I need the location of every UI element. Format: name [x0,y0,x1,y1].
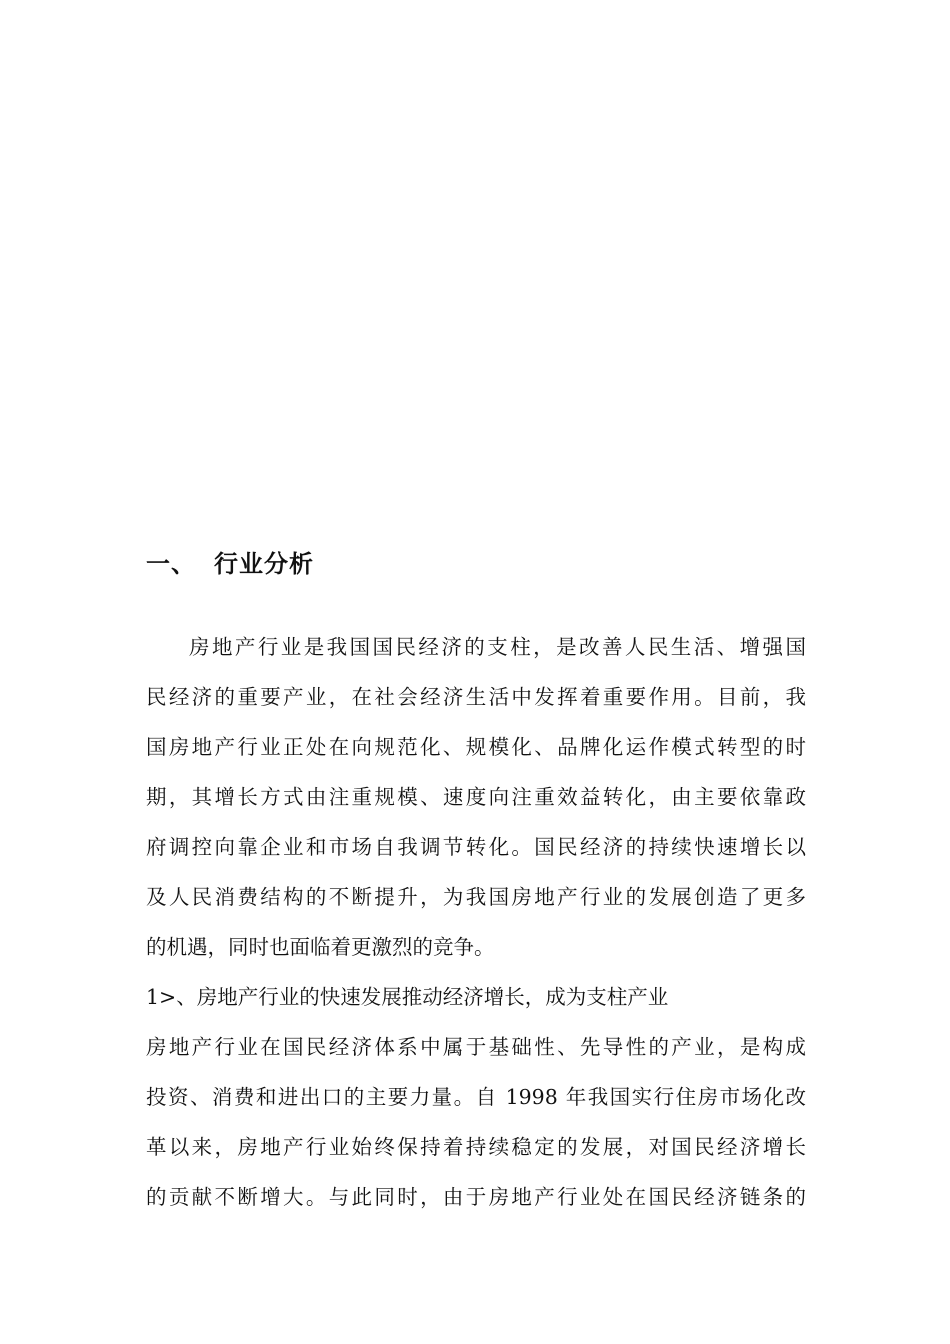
paragraph-pillar-industry [146,1022,806,1222]
section-title: 行业分析 [214,550,314,578]
paragraph-line: 期，其增长方式由注重规模、速度向注重效益转化，由主要依靠政 [146,785,806,809]
paragraph-line: 投资、消费和进出口的主要力量。自 1998 年我国实行住房市场化改 [146,1085,806,1109]
paragraph-line: 及人民消费结构的不断提升，为我国房地产行业的发展创造了更多 [146,885,806,909]
paragraph-line: 国房地产行业正处在向规范化、规模化、品牌化运作模式转型的时 [146,735,806,759]
paragraph-industry-overview [146,622,806,972]
paragraph-line: 的机遇，同时也面临着更激烈的竞争。 [146,935,495,959]
paragraph-line: 民经济的重要产业，在社会经济生活中发挥着重要作用。目前，我 [146,685,806,709]
paragraph-line: 府调控向靠企业和市场自我调节转化。国民经济的持续快速增长以 [146,835,806,859]
paragraph-line: 革以来，房地产行业始终保持着持续稳定的发展，对国民经济增长 [146,1135,806,1159]
paragraph-line: 房地产行业是我国国民经济的支柱，是改善人民生活、增强国 [189,635,806,659]
subsection-heading [146,972,806,1022]
section-heading [146,546,314,582]
paragraph-line: 的贡献不断增大。与此同时，由于房地产行业处在国民经济链条的 [146,1185,806,1209]
paragraph-line: 房地产行业在国民经济体系中属于基础性、先导性的产业，是构成 [146,1035,806,1059]
section-number: 一、 [146,550,196,578]
subsection-title: 1>、房地产行业的快速发展推动经济增长，成为支柱产业 [146,985,669,1009]
